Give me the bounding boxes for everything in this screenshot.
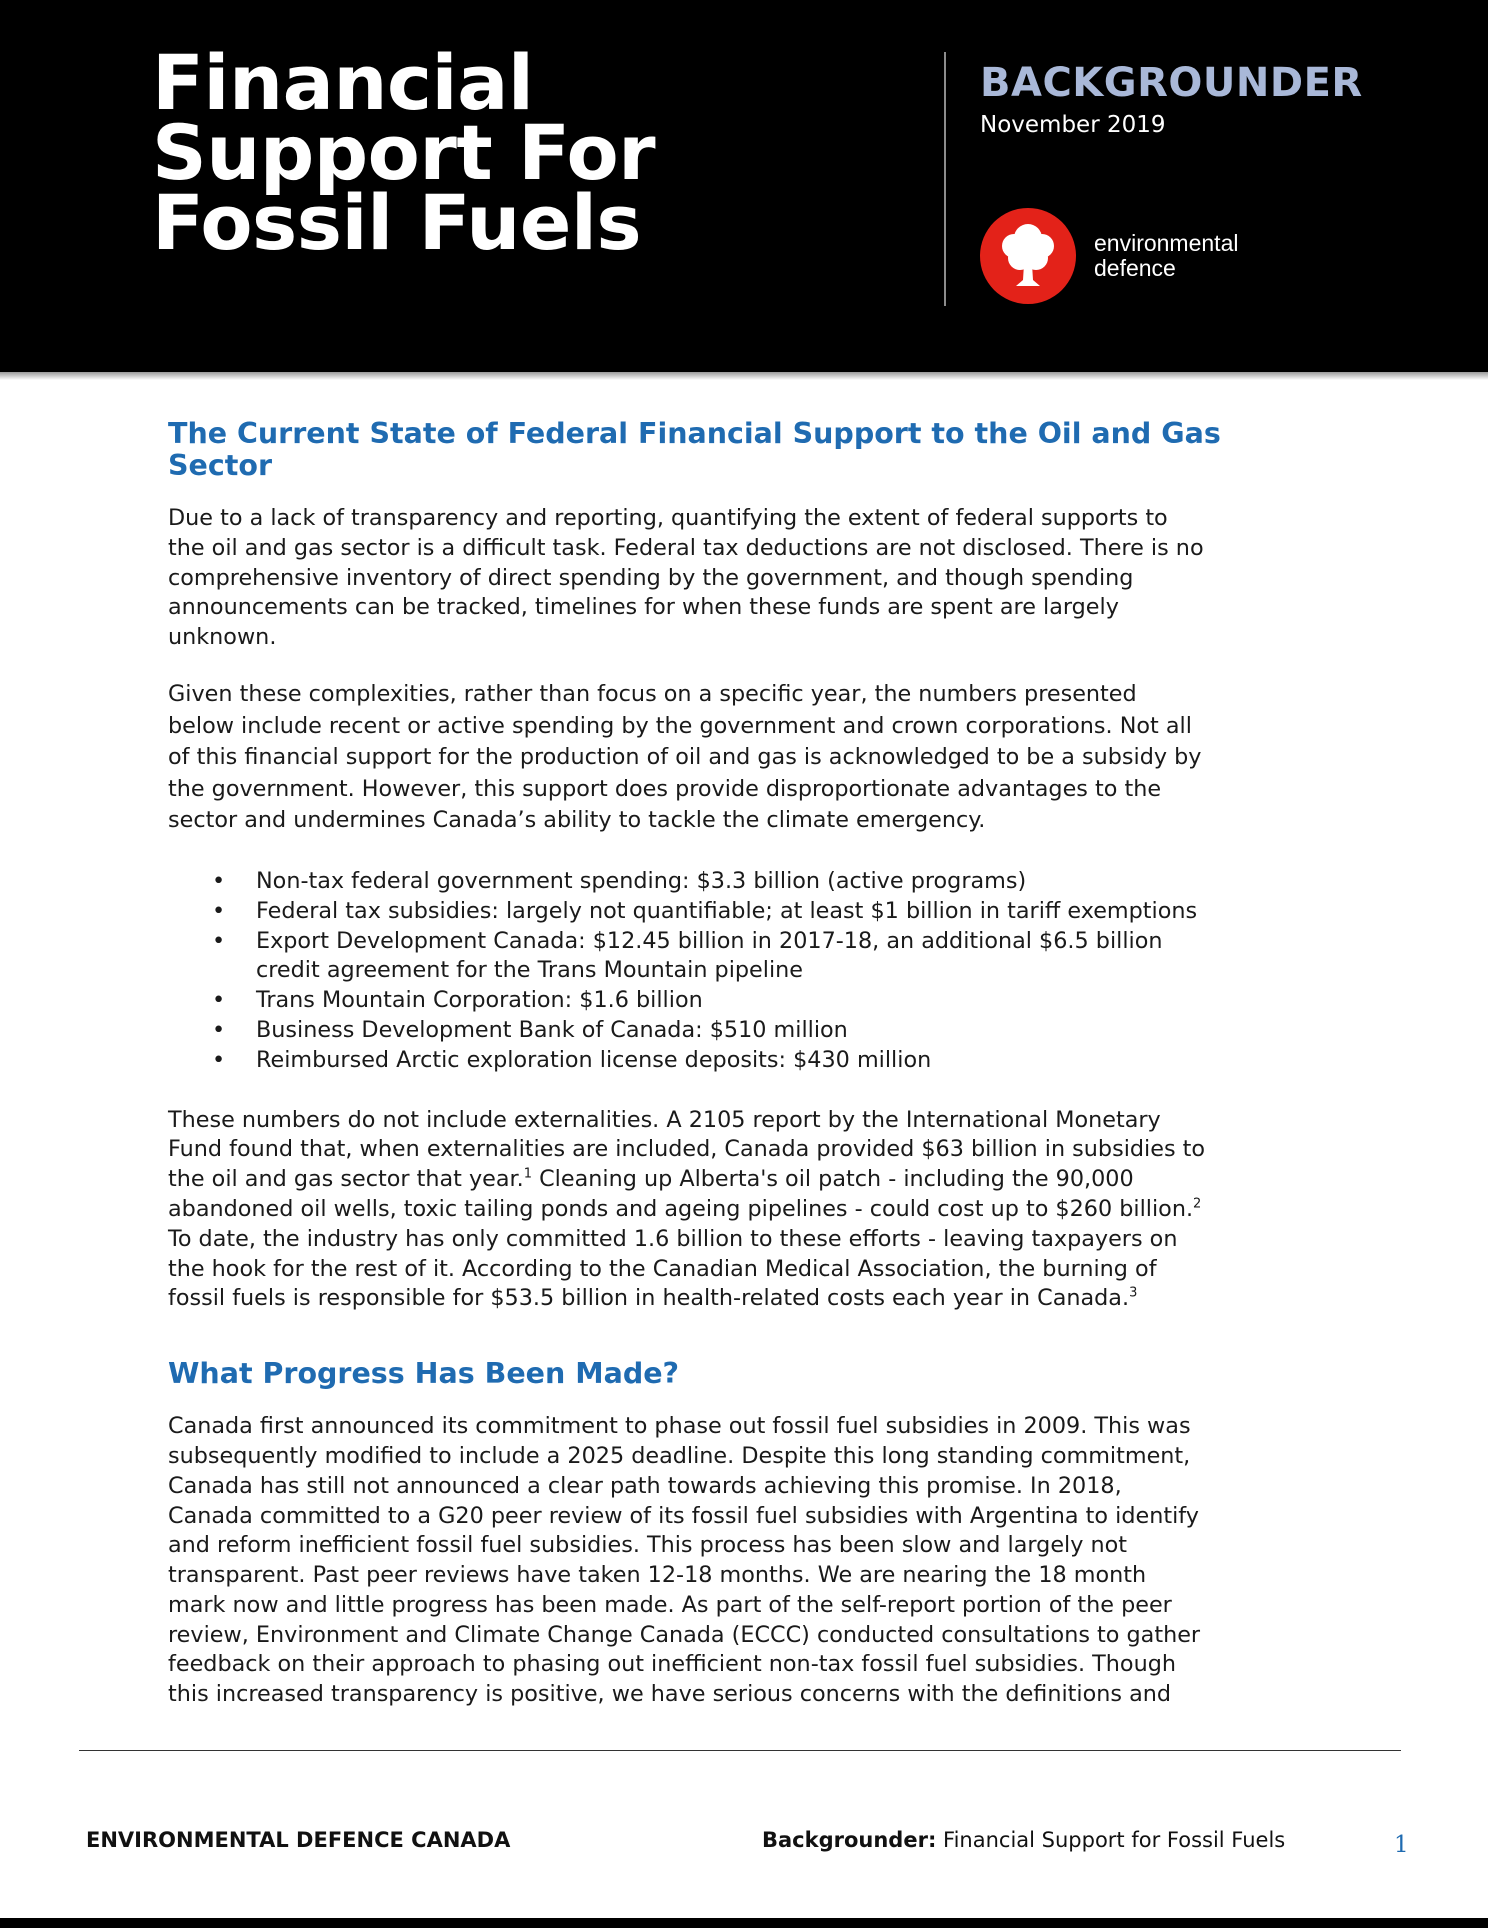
text-line: this increased transparency is positive, we have serious concerns with the definitions and	[168, 1681, 1172, 1708]
text-line: Cleaning up Alberta's oil patch - including the 90,000	[532, 1166, 1134, 1193]
text-line: Export Development Canada: $12.45 billion in 2017-18, an additional $6.5 billion	[256, 927, 1163, 954]
paragraph	[168, 504, 1328, 653]
text-line: Fund found that, when externalities are included, Canada provided $63 billion in subsidies to	[168, 1136, 1206, 1163]
bullet-icon: •	[212, 927, 226, 954]
text-line: announcements can be tracked, timelines for when these funds are spent are largely	[168, 594, 1119, 621]
logo-text-line: environmental	[1094, 230, 1239, 256]
text-line: unknown.	[168, 624, 277, 651]
text-line: Due to a lack of transparency and reporting, quantifying the extent of federal supports to	[168, 505, 1168, 531]
footer-organization: ENVIRONMENTAL DEFENCE CANADA	[86, 1828, 511, 1852]
text-line: abandoned oil wells, toxic tailing ponds and ageing pipelines - could cost up to $260 billion.	[168, 1195, 1194, 1222]
header-banner	[0, 0, 1488, 372]
bullet-icon: •	[212, 987, 226, 1014]
text-line: sector and undermines Canada’s ability to tackle the climate emergency.	[168, 807, 986, 834]
footer-doc-label: Backgrounder:	[762, 1828, 937, 1852]
text-line: To date, the industry has only committed 1.6 billion to these efforts - leaving taxpayers on	[168, 1225, 1178, 1252]
paragraph	[168, 679, 1328, 837]
page-bottom-edge	[0, 1918, 1488, 1928]
header-shadow	[0, 372, 1488, 380]
text-line: credit agreement for the Trans Mountain pipeline	[256, 957, 804, 984]
text-line: Federal tax subsidies: largely not quantifiable; at least $1 billion in tariff exemptions	[256, 897, 1198, 924]
text-line: Canada has still not announced a clear path towards achieving this promise. In 2018,	[168, 1472, 1122, 1499]
logo-wordmark	[1094, 231, 1238, 281]
list-item	[168, 1046, 1328, 1076]
text-line: Trans Mountain Corporation: $1.6 billion	[256, 987, 703, 1014]
text-line: the government. However, this support does provide disproportionate advantages to the	[168, 775, 1162, 802]
title-line: Fossil Fuels	[152, 178, 642, 267]
text-line: Non-tax federal government spending: $3.3 billion (active programs)	[256, 867, 1027, 894]
text-line: transparent. Past peer reviews have taken 12-18 months. We are nearing the 18 month	[168, 1562, 1147, 1589]
document-date: November 2019	[980, 112, 1166, 138]
list-item	[168, 927, 1328, 987]
text-line: fossil fuels is responsible for $53.5 billion in health-related costs each year in Canada.	[168, 1285, 1130, 1312]
text-line: mark now and little progress has been made. As part of the self-report portion of the peer	[168, 1591, 1172, 1618]
document-title	[152, 38, 912, 267]
bullet-icon: •	[212, 1046, 226, 1073]
paragraph	[168, 1412, 1328, 1710]
list-item	[168, 867, 1328, 897]
bullet-icon: •	[212, 867, 226, 894]
list-item	[168, 1016, 1328, 1046]
text-line: Canada committed to a G20 peer review of its fossil fuel subsidies with Argentina to identify	[168, 1502, 1199, 1529]
heading-line: The Current State of Federal Financial Support to the Oil and Gas	[168, 417, 1221, 450]
document-body	[168, 418, 1328, 1710]
list-item	[168, 986, 1328, 1016]
title-line: Financial	[152, 38, 534, 127]
text-line: comprehensive inventory of direct spending by the government, and though spending	[168, 564, 1134, 591]
text-line: Given these complexities, rather than focus on a specific year, the numbers presented	[168, 680, 1137, 707]
text-line: These numbers do not include externalities. A 2105 report by the International Monetary	[168, 1106, 1161, 1133]
paragraph	[168, 1106, 1328, 1315]
text-line: Canada first announced its commitment to phase out fossil fuel subsidies in 2009. This was	[168, 1413, 1191, 1440]
logo-text-line: defence	[1094, 255, 1176, 281]
text-line: Business Development Bank of Canada: $510 million	[256, 1016, 848, 1043]
footer-divider	[79, 1750, 1401, 1751]
text-line: and reform inefficient fossil fuel subsidies. This process has been slow and largely not	[168, 1532, 1128, 1559]
text-line: feedback on their approach to phasing out inefficient non-tax fossil fuel subsidies. Though	[168, 1651, 1176, 1678]
tree-icon	[980, 208, 1076, 304]
heading-line: Sector	[168, 449, 273, 482]
text-line: below include recent or active spending by the government and crown corporations. Not all	[168, 712, 1192, 739]
title-line: Support For	[152, 108, 656, 197]
text-line: of this financial support for the production of oil and gas is acknowledged to be a subsidy by	[168, 744, 1202, 771]
page-number: 1	[1394, 1832, 1409, 1858]
text-line: the hook for the rest of it. According to the Canadian Medical Association, the burning of	[168, 1255, 1157, 1282]
footnote-ref: 3	[1129, 1285, 1138, 1301]
header-divider	[944, 52, 946, 306]
list-item	[168, 897, 1328, 927]
section-heading	[168, 418, 1328, 482]
section-heading: What Progress Has Been Made?	[168, 1357, 680, 1391]
bullet-icon: •	[212, 897, 226, 924]
text-line: the oil and gas sector that year.	[168, 1166, 524, 1193]
text-line: review, Environment and Climate Change Canada (ECCC) conducted consultations to gather	[168, 1621, 1201, 1648]
text-line: the oil and gas sector is a difficult task. Federal tax deductions are not disclosed. There is no	[168, 534, 1204, 561]
footnote-ref: 2	[1193, 1196, 1202, 1212]
bullet-list	[168, 867, 1328, 1076]
bullet-icon: •	[212, 1016, 226, 1043]
footer-doc-title: Financial Support for Fossil Fuels	[936, 1828, 1286, 1852]
tree-icon-graphic	[980, 208, 1076, 304]
document-type-label: BACKGROUNDER	[980, 60, 1363, 106]
footer-document-title	[762, 1828, 1285, 1852]
footnote-ref: 1	[523, 1166, 533, 1182]
text-line: Reimbursed Arctic exploration license deposits: $430 million	[256, 1046, 932, 1073]
text-line: subsequently modified to include a 2025 deadline. Despite this long standing commitment,	[168, 1442, 1191, 1469]
